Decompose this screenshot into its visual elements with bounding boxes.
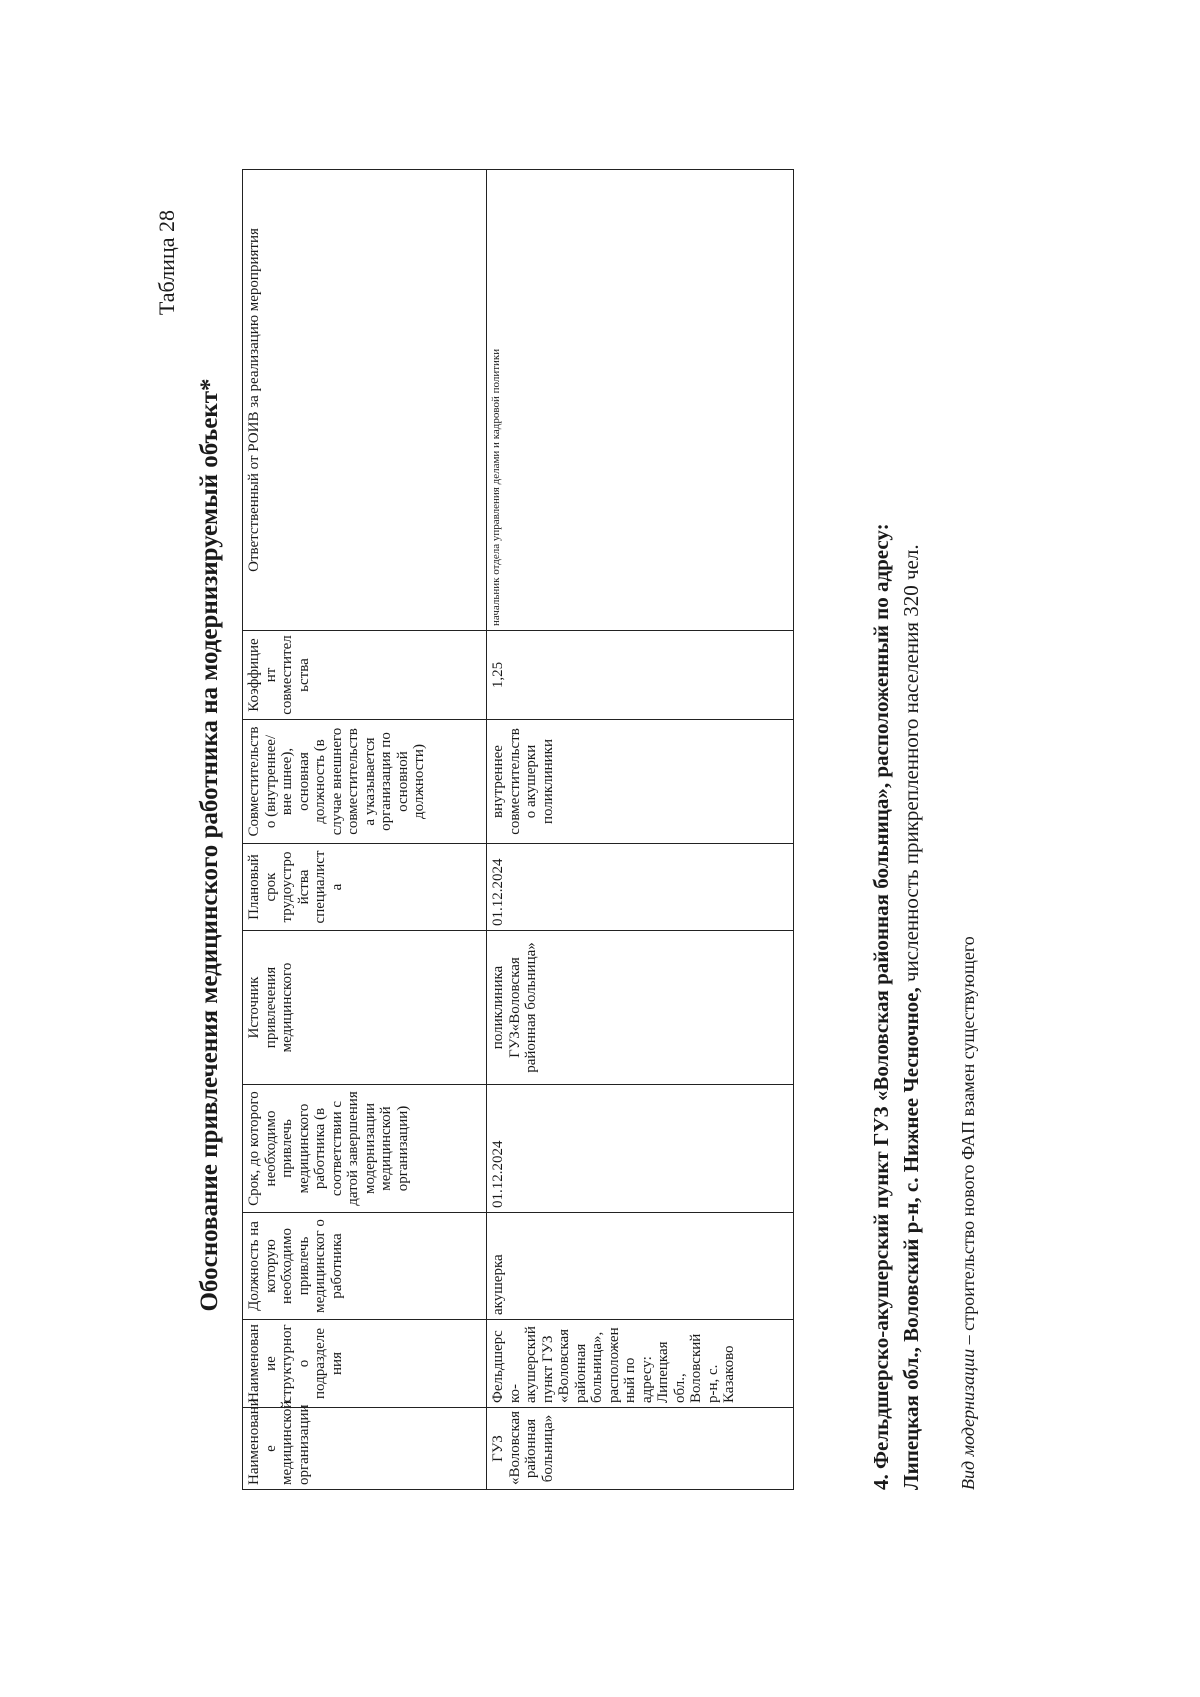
table-header-row: [243, 170, 487, 1490]
cell-source: поликлиника ГУЗ«Воловская районная больница»: [487, 931, 794, 1085]
modernization-label: Вид модернизации: [958, 1348, 978, 1490]
header-coefficient: Коэффицие нт совместител ьства: [243, 631, 487, 720]
cell-responsible: начальник отдела управления делами и кадровой политики: [487, 170, 794, 631]
table-number: Таблица 28: [154, 210, 179, 316]
header-subdivision: Наименован ие структурног о подразделе ния: [243, 1320, 487, 1408]
modernization-value: – строительство нового ФАП взамен существующего: [958, 936, 978, 1345]
header-planned-date: Плановый срок трудоустро йства специалист а: [243, 844, 487, 931]
cell-coefficient: 1,25: [487, 631, 794, 720]
cell-organization: ГУЗ «Воловская районная больница»: [487, 1408, 794, 1490]
cell-deadline: 01.12.2024: [487, 1085, 794, 1213]
page-title: Обоснование привлечения медицинского работника на модернизируемый объект*: [196, 378, 223, 1312]
section-population: численность прикрепленного населения 320 чел.: [899, 544, 924, 982]
table-row: [487, 170, 794, 1490]
cell-planned-date: 01.12.2024: [487, 844, 794, 931]
section-address: Липецкая обл., Воловский р-н, с. Нижнее Чесночное,: [899, 987, 924, 1490]
justification-table: [242, 169, 794, 1490]
cell-position: акушерка: [487, 1213, 794, 1320]
header-position: Должность на которую необходимо привлечь медицинског о работника: [243, 1213, 487, 1320]
modernization-type: [958, 936, 979, 1490]
section-heading: [866, 160, 927, 1490]
cell-combination: внутреннее совместительств о акушерки поликлиники: [487, 720, 794, 844]
rotated-page: [150, 50, 1010, 1640]
section-line-2: [896, 160, 926, 1490]
cell-subdivision: Фельдшерс ко-акушерский пункт ГУЗ «Воловская районная больница», расположен ный по адресу: Липецкая обл., Воловский р-н, с. Казаково: [487, 1320, 794, 1408]
header-combination: Совместительств о (внутреннее/вне шнее), основная должность (в случае внешнего совместительств а указывается организация по основной должности): [243, 720, 487, 844]
section-line-1: 4. Фельдшерско-акушерский пункт ГУЗ «Воловская районная больница», расположенный по адресу:: [869, 523, 893, 1490]
header-organization: Наименовани е медицинской организации: [243, 1408, 487, 1490]
header-responsible: Ответственный от РОИВ за реализацию мероприятия: [243, 170, 487, 631]
header-source: Источник привлечения медицинского: [243, 931, 487, 1085]
header-deadline: Срок, до которого необходимо привлечь медицинского работника (в соответствии с датой завершения модернизации медицинской организации): [243, 1085, 487, 1213]
